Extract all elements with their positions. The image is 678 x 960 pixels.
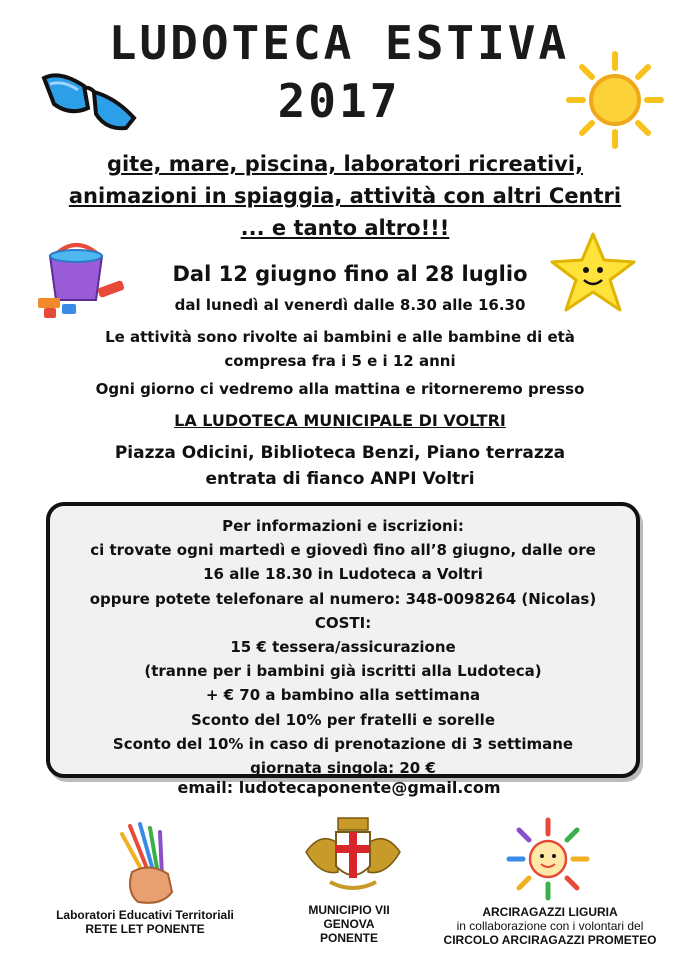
beach-bucket-icon: [36, 240, 128, 322]
info-line: 15 € tessera/assicurazione: [230, 638, 456, 657]
arciragazzi-sun-logo: [505, 816, 591, 902]
caption-line: Laboratori Educativi Territoriali: [56, 908, 234, 922]
opening-hours: dal lunedì al venerdì dalle 8.30 alle 16.30: [174, 296, 526, 314]
address-line1: Piazza Odicini, Biblioteca Benzi, Piano terrazza: [114, 443, 566, 463]
dates-range: Dal 12 giugno fino al 28 luglio: [172, 262, 528, 286]
info-line: Sconto del 10% per fratelli e sorelle: [191, 710, 495, 729]
caption-line: MUNICIPIO VII: [308, 903, 390, 917]
caption-line: PONENTE: [319, 931, 378, 945]
caption-line: GENOVA: [323, 917, 375, 931]
title-line2: 2017: [277, 74, 401, 128]
info-line-phone: oppure potete telefonare al numero: 348-0098264 (Nicolas): [89, 589, 597, 608]
info-line: (tranne per i bambini già iscritti alla Ludoteca): [144, 662, 542, 681]
contact-email: email: ludotecaponente@gmail.com: [177, 778, 501, 797]
info-line: Per informazioni e iscrizioni:: [222, 517, 464, 535]
caption-line: CIRCOLO ARCIRAGAZZI PROMETEO: [443, 933, 657, 947]
info-box-text: [50, 514, 636, 780]
info-line: ci trovate ogni martedì e giovedì fino all’8 giugno, dalle ore: [90, 541, 596, 560]
info-box: [46, 502, 640, 778]
address-line2: entrata di fianco ANPI Voltri: [205, 469, 475, 489]
venue-name: LA LUDOTECA MUNICIPALE DI VOLTRI: [174, 411, 506, 430]
info-line: 16 alle 18.30 in Ludoteca a Voltri: [203, 565, 483, 584]
meeting-text: Ogni giorno ci vedremo alla mattina e ritorneremo presso: [95, 380, 585, 398]
let-ponente-caption: [30, 908, 260, 936]
caption-line: in collaborazione con i volontari del: [456, 919, 644, 933]
info-line: Sconto del 10% in caso di prenotazione di 3 settimane: [112, 734, 574, 753]
activities-tagline: gite, mare, piscina, laboratori ricreativi, animazioni in spiaggia, attività con altri Centri ... e tanto altro!!!: [68, 152, 622, 240]
info-line: giornata singola: 20 €: [250, 759, 436, 778]
title-line1: LUDOTECA ESTIVA: [108, 16, 570, 70]
info-line-costs-heading: COSTI:: [314, 613, 372, 632]
sun-icon: [565, 50, 665, 150]
caption-line: RETE LET PONENTE: [85, 922, 205, 936]
caption-line: ARCIRAGAZZI LIGURIA: [482, 905, 618, 919]
pencils-hand-logo: [110, 822, 180, 906]
arciragazzi-caption: [430, 905, 670, 947]
genova-coat-of-arms-logo: [300, 812, 406, 896]
target-age-text: Le attività sono rivolte ai bambini e alle bambine di età compresa fra i 5 e i 12 anni: [105, 328, 575, 370]
info-line: + € 70 a bambino alla settimana: [205, 686, 481, 705]
municipio-caption: [284, 903, 414, 945]
venue-address: [60, 440, 620, 492]
sunglasses-icon: [40, 68, 140, 134]
